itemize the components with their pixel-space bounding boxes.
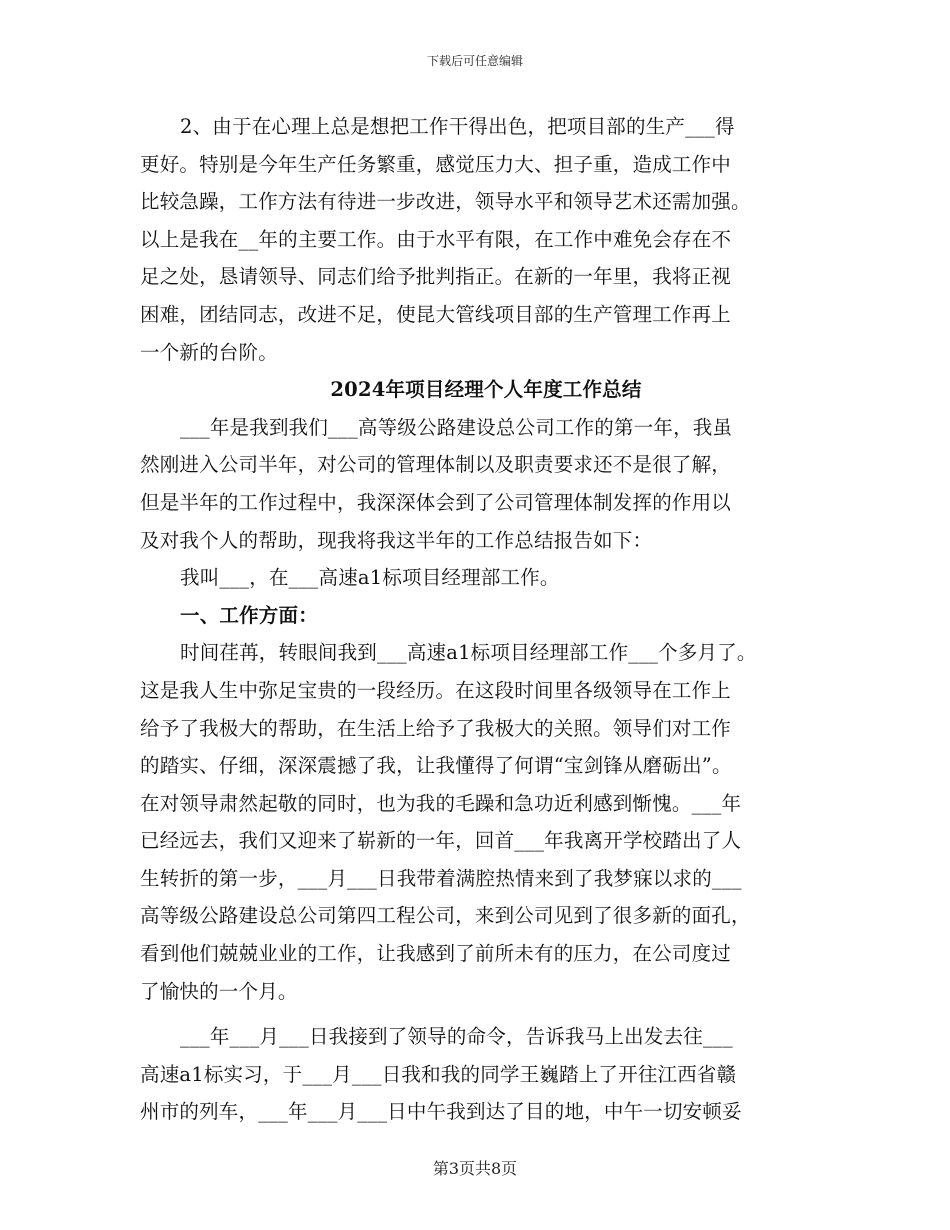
document-title: 2024年项目经理个人年度工作总结	[330, 378, 642, 402]
paragraph-line: 我叫___，在___高速a1标项目经理部工作。	[180, 566, 560, 590]
paragraph-line: 了愉快的一个月。	[140, 979, 298, 1003]
paragraph-line: 但是半年的工作过程中，我深深体会到了公司管理体制发挥的作用以	[140, 490, 732, 514]
paragraph-line: 高等级公路建设总公司第四工程公司，来到公司见到了很多新的面孔，	[140, 904, 751, 928]
paragraph-line: 一个新的台阶。	[140, 340, 278, 364]
page-number-footer: 第3页共8页	[432, 1159, 518, 1178]
paragraph-line: 州市的列车，___年___月___日中午我到达了目的地，中午一切安顿妥	[140, 1100, 742, 1124]
paragraph-line: 2、由于在心理上总是想把工作干得出色，把项目部的生产___得	[180, 115, 735, 138]
paragraph-line: 及对我个人的帮助，现我将我这半年的工作总结报告如下：	[140, 528, 653, 552]
paragraph-line: 然刚进入公司半年，对公司的管理体制以及职责要求还不是很了解，	[140, 453, 732, 477]
page-header: 下载后可任意编辑	[426, 54, 523, 68]
paragraph-line: 困难，团结同志，改进不足，使昆大管线项目部的生产管理工作再上	[140, 302, 732, 326]
paragraph-gap	[140, 1010, 810, 1018]
paragraph-line: 生转折的第一步，___月___日我带着满腔热情来到了我梦寐以求的___	[140, 866, 742, 890]
paragraph-line: ___年是我到我们___高等级公路建设总公司工作的第一年，我虽	[180, 415, 733, 439]
paragraph-line: 的踏实、仔细，深深震撼了我，让我懂得了何谓“宝剑锋从磨砺出”。	[140, 754, 732, 778]
paragraph-line: 足之处，恳请领导、同志们给予批判指正。在新的一年里，我将正视	[140, 265, 732, 289]
paragraph-line: 在对领导肃然起敬的同时，也为我的毛躁和急功近利感到惭愧。___年	[140, 791, 742, 815]
paragraph-line: 这是我人生中弥足宝贵的一段经历。在这段时间里各级领导在工作上	[140, 678, 732, 702]
paragraph-line: 比较急躁，工作方法有待进一步改进，领导水平和领导艺术还需加强。	[140, 190, 751, 214]
paragraph-line: 看到他们兢兢业业的工作，让我感到了前所未有的压力，在公司度过	[140, 942, 732, 966]
document-body	[140, 108, 810, 1131]
paragraph-line: 给予了我极大的帮助，在生活上给予了我极大的关照。领导们对工作	[140, 716, 732, 740]
paragraph-line: ___年___月___日我接到了领导的命令，告诉我马上出发去往___	[180, 1025, 733, 1049]
paragraph-line: 高速a1标实习，于___月___日我和我的同学王巍踏上了开往江西省赣	[140, 1062, 737, 1086]
paragraph-line: 更好。特别是今年生产任务繁重，感觉压力大、担子重，造成工作中	[140, 152, 732, 176]
section-heading: 一、工作方面：	[180, 603, 318, 627]
paragraph-line: 时间荏苒，转眼间我到___高速a1标项目经理部工作___个多月了。	[180, 641, 757, 665]
paragraph-line: 以上是我在__年的主要工作。由于水平有限，在工作中难免会存在不	[140, 227, 732, 251]
paragraph-line: 已经远去，我们又迎来了崭新的一年，回首___年我离开学校踏出了人	[140, 829, 742, 853]
